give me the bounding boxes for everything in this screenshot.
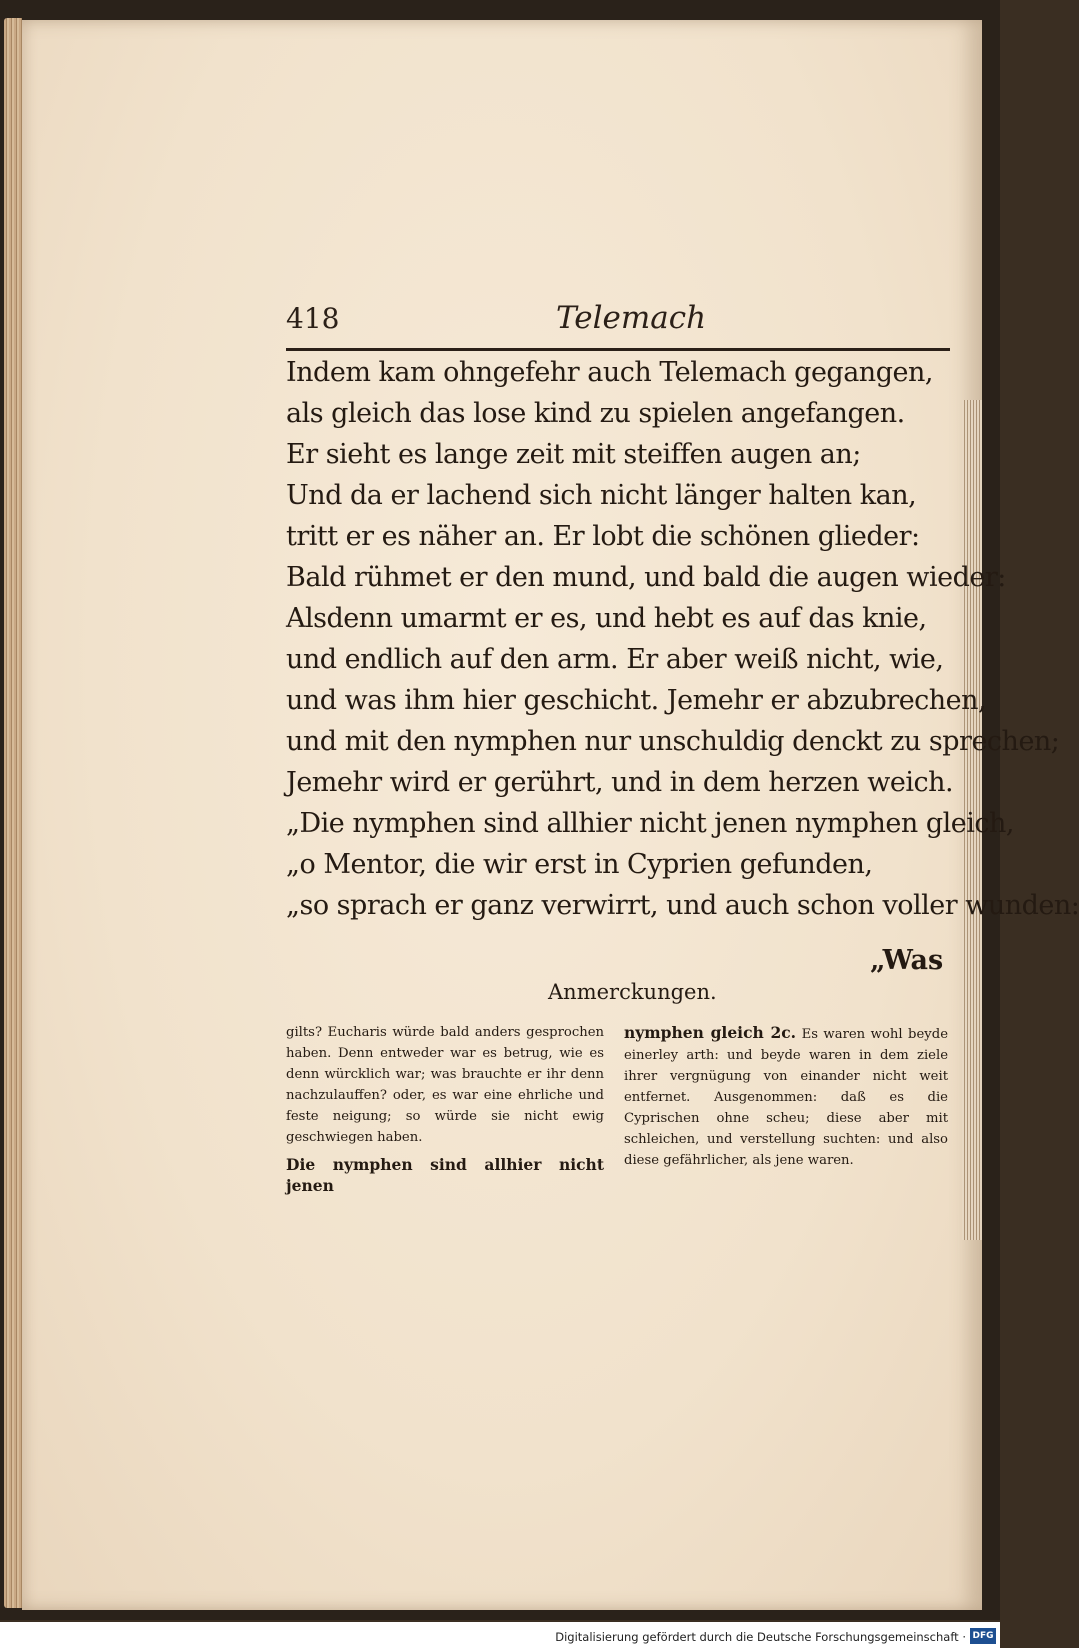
verse-line: Und da er lachend sich nicht länger halten kan, — [286, 480, 917, 511]
funding-credit: Digitalisierung gefördert durch die Deutsche Forschungsgemeinschaft · — [555, 1630, 966, 1644]
note-lemma: Die nymphen sind allhier nicht jenen — [286, 1155, 604, 1195]
page-header — [286, 302, 950, 351]
footer-bar — [0, 1622, 1000, 1648]
page-number: 418 — [286, 302, 340, 335]
verse-line: und mit den nymphen nur unschuldig denckt zu sprechen; — [286, 726, 1060, 757]
note-paragraph: gilts? Eucharis würde bald anders gesprochen haben. Denn entweder war es betrug, wie es denn würcklich war; was brauchte er ihr denn nachzulauffen? oder, es war eine ehrliche und feste neigung; so würde sie nicht ewig geschwiegen haben. — [286, 1025, 604, 1145]
notes-column-right — [624, 1022, 948, 1177]
verse-line: und endlich auf den arm. Er aber weiß nicht, wie, — [286, 644, 944, 675]
verse-line: „Die nymphen sind allhier nicht jenen nymphen gleich, — [286, 808, 1014, 839]
verse-line: als gleich das lose kind zu spielen angefangen. — [286, 398, 905, 429]
note-lemma: nymphen gleich 2c. — [624, 1023, 797, 1042]
verse-line: Indem kam ohngefehr auch Telemach gegangen, — [286, 357, 933, 388]
verse-line: tritt er es näher an. Er lobt die schönen glieder: — [286, 521, 920, 552]
verse-block — [286, 352, 1079, 926]
verse-line: Jemehr wird er gerührt, und in dem herzen weich. — [286, 767, 954, 798]
catchword: „Was — [870, 945, 944, 976]
verse-line: Alsdenn umarmt er es, und hebt es auf das knie, — [286, 603, 927, 634]
notes-column-left — [286, 1022, 604, 1202]
note-paragraph: Es waren wohl beyde einerley arth: und beyde waren in dem ziele ihrer vergnügung von einander nicht weit entfernet. Ausgenommen: daß es die Cyprischen ohne scheu; diese aber mit schleichen, und verstellung suchten: und also diese gefährlicher, als jene waren. — [624, 1027, 949, 1168]
verse-line: „so sprach er ganz verwirrt, und auch schon voller wunden: — [286, 890, 1079, 921]
running-head: Telemach — [556, 300, 707, 336]
verse-line: und was ihm hier geschicht. Jemehr er abzubrechen, — [286, 685, 987, 716]
page-stack-left-edge — [4, 18, 22, 1608]
verse-line: Er sieht es lange zeit mit steiffen augen an; — [286, 439, 861, 470]
verse-line: „o Mentor, die wir erst in Cyprien gefunden, — [286, 849, 873, 880]
verse-line: Bald rühmet er den mund, und bald die augen wieder: — [286, 562, 1006, 593]
notes-heading: Anmerckungen. — [548, 980, 717, 1004]
dfg-logo-icon: DFG — [970, 1628, 996, 1644]
